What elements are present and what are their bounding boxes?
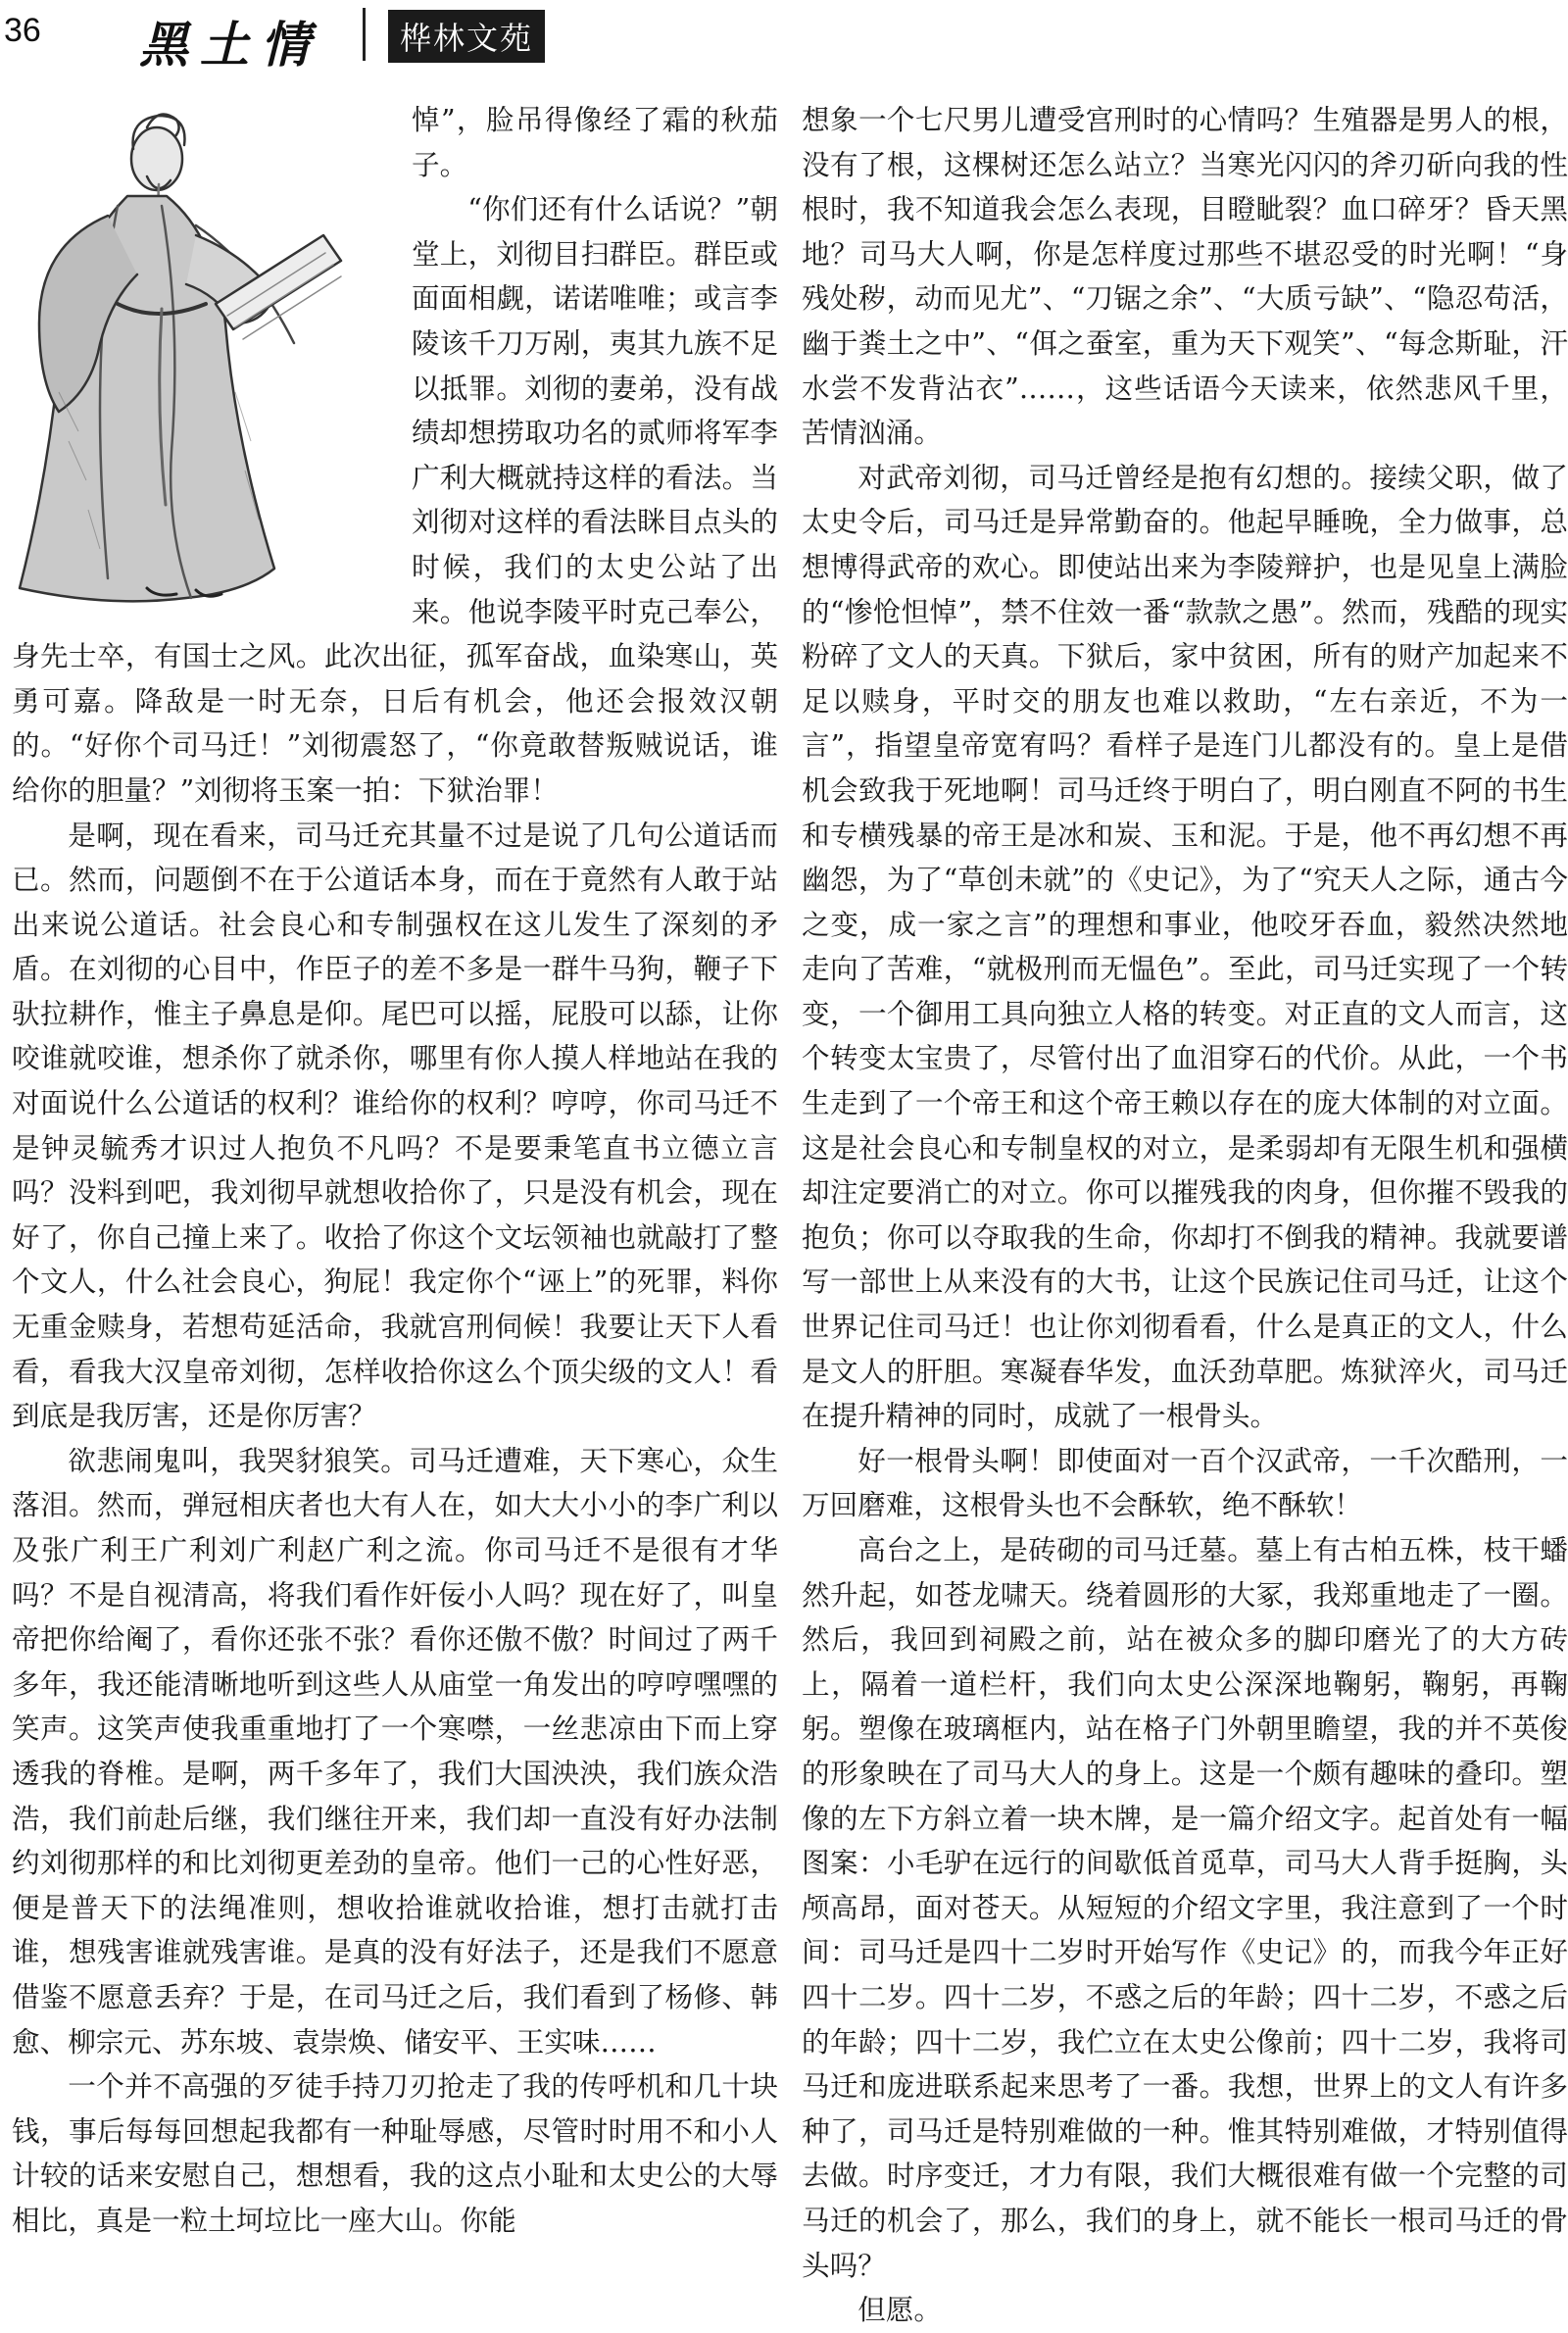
page-number: 36 <box>4 12 41 49</box>
left-paragraph: 欲悲闹鬼叫，我哭豺狼笑。司马迁遭难，天下寒心，众生落泪。然而，弹冠相庆者也大有人在，如大大小小的李广利以及张广利王广利刘广利赵广利之流。你司马迁不是很有才华吗？不是自视清高，将我们看作奸佞小人吗？现在好了，叫皇帝把你给阉了，看你还张不张？看你还傲不傲？时间过了两千多年，我还能清晰地听到这些人从庙堂一角发出的哼哼嘿嘿的笑声。这笑声使我重重地打了一个寒噤，一丝悲凉由下而上穿透我的脊椎。是啊，两千多年了，我们大国泱泱，我们族众浩浩，我们前赴后继，我们继往开来，我们却一直没有好办法制约刘彻那样的和比刘彻更差劲的皇帝。他们一己的心性好恶，便是普天下的法绳准则，想收拾谁就收拾谁，想打击就打击谁，想残害谁就残害谁。是真的没有好法子，还是我们不愿意借鉴不愿意丢弃？于是，在司马迁之后，我们看到了杨修、韩愈、柳宗元、苏东坡、袁崇焕、储安平、王实味…… <box>12 1443 778 2059</box>
magazine-title: 黑土情 <box>139 16 321 74</box>
header-divider <box>363 8 366 61</box>
right-paragraph: 对武帝刘彻，司马迁曾经是抱有幻想的。接续父职，做了太史令后，司马迁是异常勤奋的。他起早睡晚，全力做事，总想博得武帝的欢心。即使站出来为李陵辩护，也是见皇上满脸的“惨怆怛悼”，禁不住效一番“款款之愚”。然而，残酷的现实粉碎了文人的天真。下狱后，家中贫困，所有的财产加起来不足以赎身，平时交的朋友也难以救助，“左右亲近，不为一言”，指望皇帝宽宥吗？看样子是连门儿都没有的。皇上是借机会致我于死地啊！司马迁终于明白了，明白刚直不阿的书生和专横残暴的帝王是冰和炭、玉和泥。于是，他不再幻想不再幽怨，为了“草创未就”的《史记》，为了“究天人之际，通古今之变，成一家之言”的理想和事业，他咬牙吞血，毅然决然地走向了苦难，“就极刑而无愠色”。至此，司马迁实现了一个转变，一个御用工具向独立人格的转变。对正直的文人而言，这个转变太宝贵了，尽管付出了血泪穿石的代价。从此，一个书生走到了一个帝王和这个帝王赖以存在的庞大体制的对立面。这是社会良心和专制皇权的对立，是柔弱却有无限生机和强横却注定要消亡的对立。你可以摧残我的肉身，但你摧不毁我的抱负；你可以夺取我的生命，你却打不倒我的精神。我就要谱写一部世上从来没有的大书，让这个民族记住司马迁，让这个世界记住司马迁！也让你刘彻看看，什么是真正的文人，什么是文人的肝胆。寒凝春华发，血沃劲草肥。炼狱淬火，司马迁在提升精神的同时，成就了一根骨头。 <box>802 460 1568 1433</box>
right-paragraph: 高台之上，是砖砌的司马迁墓。墓上有古柏五株，枝干蟠然升起，如苍龙啸天。绕着圆形的大冢，我郑重地走了一圈。然后，我回到祠殿之前，站在被众多的脚印磨光了的大方砖上，隔着一道栏杆，我们向太史公深深地鞠躬，鞠躬，再鞠躬。塑像在玻璃框内，站在格子门外朝里瞻望，我的并不英俊的形象映在了司马大人的身上。这是一个颇有趣味的叠印。塑像的左下方斜立着一块木牌，是一篇介绍文字。起首处有一幅图案：小毛驴在远行的间歇低首觅草，司马大人背手挺胸，头颅高昂，面对苍天。从短短的介绍文字里，我注意到了一个时间：司马迁是四十二岁时开始写作《史记》的，而我今年正好四十二岁。四十二岁，不惑之后的年龄；四十二岁，不惑之后的年龄；四十二岁，我伫立在太史公像前；四十二岁，我将司马迁和庞进联系起来思考了一番。我想，世界上的文人有许多种了，司马迁是特别难做的一种。惟其特别难做，才特别值得去做。时序变迁，才力有限，我们大概很难有做一个完整的司马迁的机会了，那么，我们的身上，就不能长一根司马迁的骨头吗？ <box>802 1533 1568 2282</box>
article-column-right <box>802 98 1568 2333</box>
left-paragraph: 是啊，现在看来，司马迁充其量不过是说了几句公道话而已。然而，问题倒不在于公道话本身，而在于竟然有人敢于站出来说公道话。社会良心和专制强权在这儿发生了深刻的矛盾。在刘彻的心目中，作臣子的差不多是一群牛马狗，鞭子下驮拉耕作，惟主子鼻息是仰。尾巴可以摇，屁股可以舔，让你咬谁就咬谁，想杀你了就杀你，哪里有你人摸人样地站在我的对面说什么公道话的权利？谁给你的权利？哼哼，你司马迁不是钟灵毓秀才识过人抱负不凡吗？不是要秉笔直书立德立言吗？没料到吧，我刘彻早就想收拾你了，只是没有机会，现在好了，你自己撞上来了。收拾了你这个文坛领袖也就敲打了整个文人，什么社会良心，狗屁！我定你个“诬上”的死罪，料你无重金赎身，若想苟延活命，我就宫刑伺候！我要让天下人看看，看我大汉皇帝刘彻，怎样收拾你这么个顶尖级的文人！看到底是我厉害，还是你厉害？ <box>12 818 778 1433</box>
portrait-illustration-icon <box>0 98 400 627</box>
section-label: 桦林文苑 <box>388 10 545 63</box>
right-paragraph: 好一根骨头啊！即使面对一百个汉武帝，一千次酷刑，一万回磨难，这根骨头也不会酥软，绝不酥软！ <box>802 1443 1568 1522</box>
right-paragraph: 但愿。 <box>858 2293 942 2327</box>
left-paragraph: 悼”，脸吊得像经了霜的秋茄子。 <box>412 103 778 181</box>
page-header <box>0 0 1568 78</box>
article-column-left <box>12 98 778 2244</box>
left-paragraph: 一个并不高强的歹徒手持刀刃抢走了我的传呼机和几十块钱，事后每每回想起我都有一种耻辱感，尽管时时用不和小人计较的话来安慰自己，想想看，我的这点小耻和太史公的大辱相比，真是一粒土坷垃比一座大山。你能 <box>12 2069 778 2237</box>
left-paragraph: “你们还有什么话说？”朝堂上，刘彻目扫群臣。群臣或面面相觑，诺诺唯唯；或言李陵该千刀万剐，夷其九族不足以抵罪。刘彻的妻弟，没有战绩却想捞取功名的贰师将军李广利大概就持这样的看法。当刘彻对这样的看法眯目点头的时候，我们的太史公站了出来。他说李陵平时克己奉公，身先士卒，有国士之风。此次出征，孤军奋战，血染寒山，英勇可嘉。降敌是一时无奈，日后有机会，他还会报效汉朝的。“好你个司马迁！”刘彻震怒了，“你竟敢替叛贼说话，谁给你的胆量？”刘彻将玉案一拍：下狱治罪！ <box>12 192 778 807</box>
right-paragraph: 想象一个七尺男儿遭受宫刑时的心情吗？生殖器是男人的根，没有了根，这棵树还怎么站立？当寒光闪闪的斧刃斫向我的性根时，我不知道我会怎么表现，目瞪眦裂？血口碎牙？昏天黑地？司马大人啊，你是怎样度过那些不堪忍受的时光啊！“身残处秽，动而见尤”、“刀锯之余”、“大质亏缺”、“隐忍苟活，幽于粪土之中”、“佴之蚕室，重为天下观笑”、“每念斯耻，汗水尝不发背沾衣”……，这些话语今天读来，依然悲风千里，苦情汹涌。 <box>802 103 1568 450</box>
